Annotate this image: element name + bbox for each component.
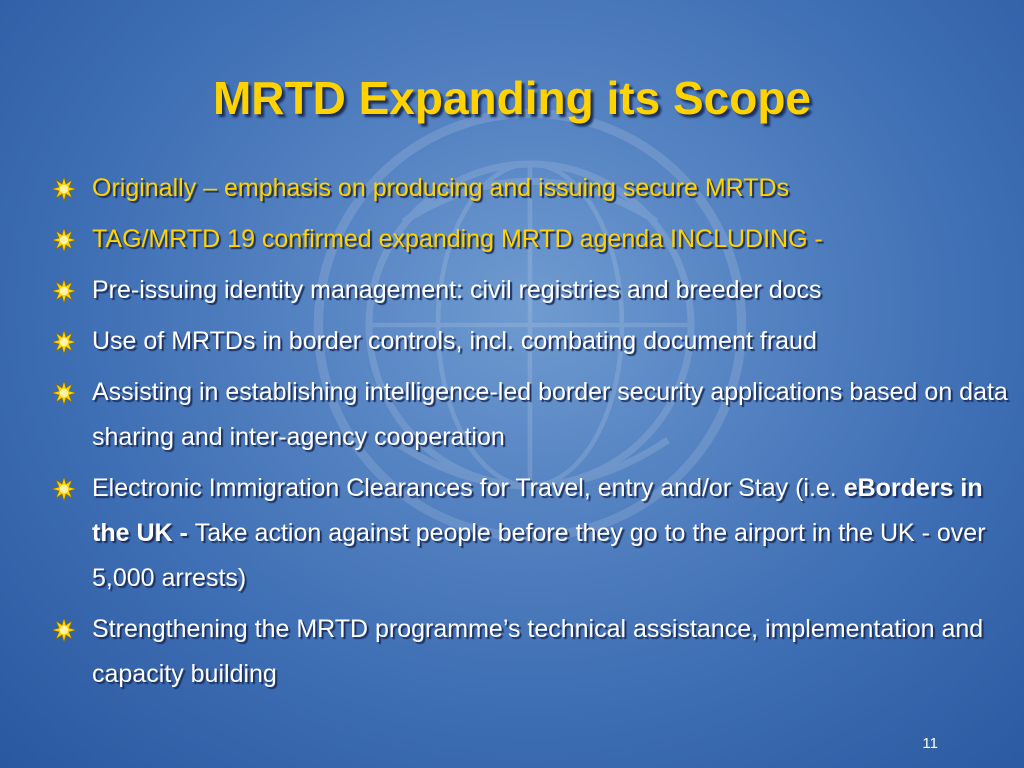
starburst-bullet-icon [52,177,76,201]
starburst-bullet-icon [52,477,76,501]
bullet-list [52,166,1017,703]
starburst-bullet-icon [52,228,76,252]
bullet-text: Use of MRTDs in border controls, incl. combating document fraud [92,327,817,355]
bullet-item [52,370,1017,460]
bullet-text: TAG/MRTD 19 confirmed expanding MRTD agenda INCLUDING - [92,225,823,253]
bullet-text-part: Take action against people before they go to the airport in the UK - over 5,000 arrests) [92,519,986,592]
bullet-item [52,217,1017,262]
bullet-item [52,268,1017,313]
bullet-item [52,466,1017,601]
slide-title: MRTD Expanding its Scope [212,72,812,124]
bullet-item [52,607,1017,697]
bullet-item [52,319,1017,364]
bullet-text: Pre-issuing identity management: civil registries and breeder docs [92,276,822,304]
bullet-text: Strengthening the MRTD programme’s technical assistance, implementation and capacity building [92,615,984,688]
starburst-bullet-icon [52,618,76,642]
bullet-text [92,474,986,592]
bullet-text: Originally – emphasis on producing and issuing secure MRTDs [92,174,790,202]
starburst-bullet-icon [52,381,76,405]
bullet-text: Assisting in establishing intelligence-led border security applications based on data sharing and inter-agency cooperation [92,378,1008,451]
starburst-bullet-icon [52,279,76,303]
bullet-item [52,166,1017,211]
bullet-text-bold: eBorders in the UK - [92,474,983,547]
bullet-text-part: Electronic Immigration Clearances for Travel, entry and/or Stay (i.e. [92,474,844,502]
starburst-bullet-icon [52,330,76,354]
page-number: 11 [922,735,938,752]
